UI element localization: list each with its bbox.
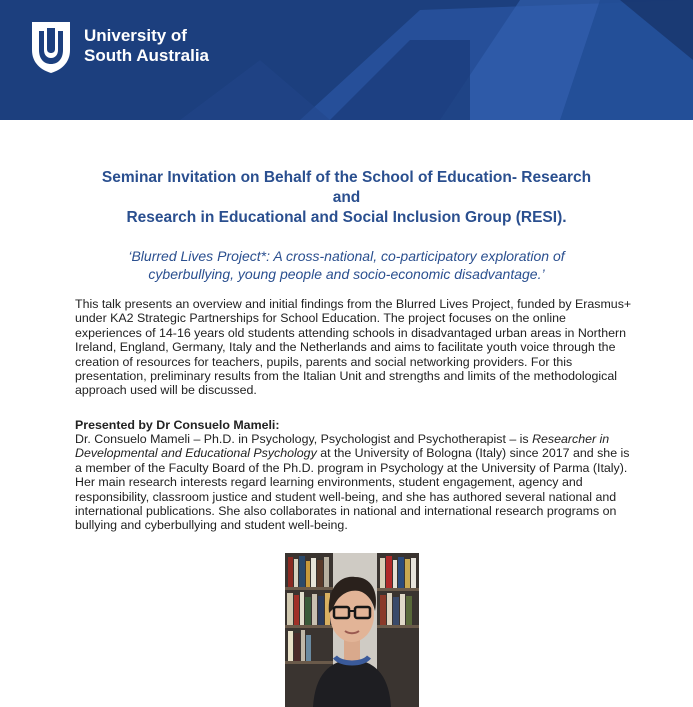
- abstract-paragraph: This talk presents an overview and initial findings from the Blurred Lives Project, funded by Erasmus+ under KA2 Strategic Partnerships for School Education. The project focuses on the online experiences of 14-16 years old students attending schools in disadvantaged urban areas in Northern Ireland, England, Germany, Italy and the Netherlands and aims to facilitate youth voice through the creation of resources for teachers, pupils, parents and social networking providers. For this presentation, preliminary results from the Italian Unit and strengths and limits of the methodological approach used will be discussed.: [75, 297, 632, 398]
- university-name-line2: South Australia: [84, 46, 209, 65]
- presenter-bio: [75, 432, 635, 533]
- project-subtitle: [60, 247, 633, 283]
- header-banner: [0, 0, 693, 120]
- title-line3: Research in Educational and Social Inclusion Group (RESI).: [126, 209, 567, 226]
- presenter-heading: Presented by Dr Consuelo Mameli:: [75, 418, 280, 432]
- subtitle-line2: cyberbullying, young people and socio-economic disadvantage.’: [148, 266, 545, 282]
- subtitle-line1: ‘Blurred Lives Project*: A cross-national, co-participatory exploration of: [128, 248, 565, 264]
- bio-part1: Dr. Consuelo Mameli – Ph.D. in Psychology, Psychologist and Psychotherapist – is: [75, 432, 533, 446]
- presenter-portrait-image: [285, 553, 419, 707]
- presenter-photo: [285, 553, 419, 707]
- title-line2: and: [332, 189, 361, 206]
- unisa-shield-logo-icon: [30, 20, 72, 74]
- university-name-line1: University of: [84, 26, 187, 45]
- university-name: [84, 26, 209, 66]
- title-line1: Seminar Invitation on Behalf of the School of Education- Research: [101, 169, 592, 186]
- page-title: [40, 168, 653, 228]
- bio-italic: Researcher in Developmental and Educational Psychology: [75, 432, 610, 461]
- bio-part2: at the University of Bologna (Italy) since 2017 and she is a member of the Faculty Board of the Ph.D. program in Psychology at the University of Parma (Italy). Her main research interests regard learning environments, student engagement, agency and responsibility, classroom justice and student well-being, and she has authored several national and international publications. She also collaborates in national and international research programs on bullying and cyberbullying and student well-being.: [75, 446, 630, 533]
